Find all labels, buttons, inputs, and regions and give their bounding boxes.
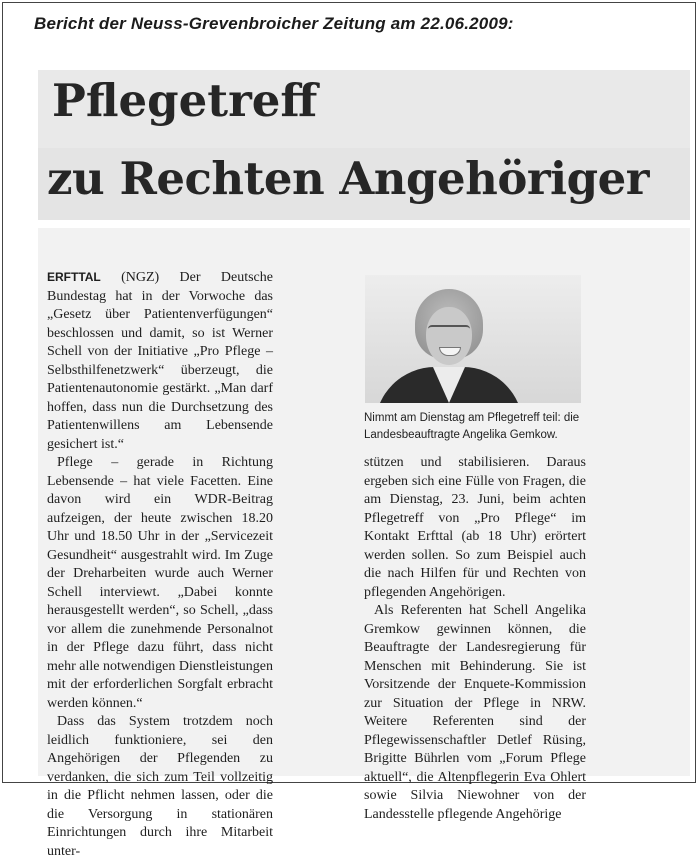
portrait-glasses	[428, 325, 470, 337]
headline-line-1: Pflegetreff	[52, 74, 318, 127]
article-paragraph: Als Referenten hat Schell Angelika Gremkow gewinnen können, die Beauftragte der Landesregierung für Menschen mit Behinderung. Sie ist Vorsitzende der Enquete-Kommission zur Situation der Pflege in NRW. Weitere Referenten sind der Pflegewissenschaftler Detlef Rüsing, Brigitte Bührlen vom „Forum Pflege aktuell“, die Altenpflegerin Eva Ohlert sowie Silvia Niewohner von der Landesstelle pflegende Angehörige	[364, 603, 586, 822]
article-paragraph	[47, 268, 273, 454]
paragraph-text: (NGZ) Der Deutsche Bundestag hat in der Vorwoche das „Gesetz über Patientenverfügungen“ beschlossen und damit, so ist Werner Schell von der Initiative „Pro Pflege – Selbsthilfenetzwerk“ überzeugt, die Patientenautonomie gestärkt. „Man darf hoffen, dass nun die Durchsetzung des Patientenwillens am Lebensende gesichert ist.“	[47, 270, 273, 452]
headline-line-2: zu Rechten Angehöriger	[47, 152, 649, 205]
report-caption: Bericht der Neuss-Grevenbroicher Zeitung am 22.06.2009:	[34, 14, 514, 33]
article-column-1	[47, 268, 273, 861]
article-paragraph: stützen und stabilisieren. Daraus ergeben sich eine Fülle von Fragen, die am Dienstag, 23. Juni, beim achten Pflegetreff von „Pro Pflege“ im Kontakt Erfttal (ab 18 Uhr) erörtert werden sollen. So zum Beispiel auch die nach Hilfen für und Rechten von pflegenden Angehörigen.	[364, 455, 586, 600]
article-column-2	[364, 454, 586, 824]
dateline: ERFTTAL	[47, 270, 101, 284]
article-paragraph: Pflege – gerade in Richtung Lebensende – hat viele Facetten. Eine davon wird ein WDR-Beitrag aufzeigen, der heute zwischen 18.20 Uhr und 18.50 Uhr in der „Servicezeit Gesundheit“ ausgestrahlt wird. Im Zuge der Dreharbeiten wurde auch Werner Schell interviewt. „Dabei konnte herausgestellt werden“, so Schell, „dass vor allem die zunehmende Personalnot in der Pflege dazu führt, dass nicht mehr alle notwendigen Dienstleistungen mit der erforderlichen Sorgfalt erbracht werden können.“	[47, 455, 273, 711]
photo-caption: Nimmt am Dienstag am Pflegetreff teil: die Landesbeauftragte Angelika Gemkow.	[364, 412, 580, 441]
article-paragraph: Dass das System trotzdem noch leidlich funktioniere, sei den Angehörigen der Pflegenden zu verdanken, die sich zum Teil vollzeitig in die Pflicht nehmen lassen, oder die die Versorgung in stationären Einrichtungen durch ihre Mitarbeit unter-	[47, 714, 273, 859]
portrait-photo	[365, 275, 581, 403]
